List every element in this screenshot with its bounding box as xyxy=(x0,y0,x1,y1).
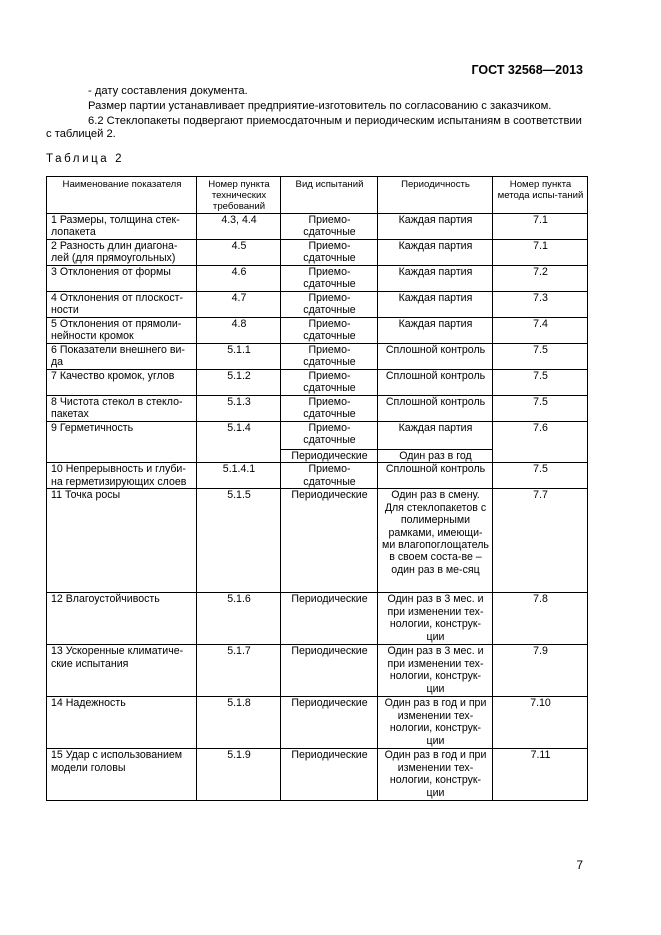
cell-test-type: Периодические xyxy=(281,697,378,749)
cell-periodicity: Один раз в год и при изменении тех-нологии, конструк-ции xyxy=(378,749,493,801)
page-number: 7 xyxy=(576,858,583,872)
table-row xyxy=(47,463,588,489)
cell-test-type: Приемо-сдаточные xyxy=(281,422,378,450)
cell-periodicity: Один раз в год и при изменении тех-нологии, конструк-ции xyxy=(378,697,493,749)
header-test-type: Вид испытаний xyxy=(281,177,378,214)
header-method: Номер пункта метода испы-таний xyxy=(493,177,588,214)
cell-clause: 5.1.9 xyxy=(197,749,281,801)
cell-periodicity: Каждая партия xyxy=(378,292,493,318)
cell-method: 7.10 xyxy=(493,697,588,749)
cell-periodicity: Каждая партия xyxy=(378,266,493,292)
cell-clause: 5.1.4 xyxy=(197,422,281,463)
cell-method: 7.11 xyxy=(493,749,588,801)
cell-test-type: Приемо-сдаточные xyxy=(281,240,378,266)
table-row xyxy=(47,422,588,450)
cell-method: 7.2 xyxy=(493,266,588,292)
cell-name: 3 Отклонения от формы xyxy=(47,266,197,292)
cell-name: 14 Надежность xyxy=(47,697,197,749)
cell-method: 7.9 xyxy=(493,645,588,697)
cell-clause: 4.5 xyxy=(197,240,281,266)
cell-name: 10 Непрерывность и глуби-на герметизирующих слоев xyxy=(47,463,197,489)
cell-test-type: Приемо-сдаточные xyxy=(281,463,378,489)
cell-method: 7.5 xyxy=(493,396,588,422)
cell-name: 11 Точка росы xyxy=(47,489,197,593)
cell-method: 7.1 xyxy=(493,240,588,266)
cell-method: 7.7 xyxy=(493,489,588,593)
cell-clause: 5.1.8 xyxy=(197,697,281,749)
table-header-row xyxy=(47,177,588,214)
cell-name: 6 Показатели внешнего ви-да xyxy=(47,344,197,370)
table-row xyxy=(47,593,588,645)
cell-method: 7.5 xyxy=(493,344,588,370)
cell-test-type: Приемо-сдаточные xyxy=(281,214,378,240)
cell-test-type: Периодические xyxy=(281,450,378,463)
cell-method: 7.3 xyxy=(493,292,588,318)
table-row xyxy=(47,645,588,697)
standard-number: ГОСТ 32568—2013 xyxy=(471,63,583,77)
table-row xyxy=(47,697,588,749)
cell-periodicity: Один раз в 3 мес. и при изменении тех-нологии, конструк-ции xyxy=(378,645,493,697)
header-periodicity: Периодичность xyxy=(378,177,493,214)
cell-test-type: Периодические xyxy=(281,749,378,801)
intro-line-1: - дату составления документа. xyxy=(88,85,248,97)
cell-clause: 5.1.7 xyxy=(197,645,281,697)
cell-clause: 4.6 xyxy=(197,266,281,292)
cell-name: 15 Удар с использованием модели головы xyxy=(47,749,197,801)
cell-method: 7.5 xyxy=(493,370,588,396)
cell-test-type: Периодические xyxy=(281,593,378,645)
cell-method: 7.8 xyxy=(493,593,588,645)
cell-clause: 4.3, 4.4 xyxy=(197,214,281,240)
cell-test-type: Приемо-сдаточные xyxy=(281,344,378,370)
cell-method: 7.6 xyxy=(493,422,588,463)
cell-name: 2 Разность длин диагона-лей (для прямоугольных) xyxy=(47,240,197,266)
cell-name: 7 Качество кромок, углов xyxy=(47,370,197,396)
cell-clause: 5.1.3 xyxy=(197,396,281,422)
table-caption: Таблица 2 xyxy=(46,153,125,165)
cell-test-type: Приемо-сдаточные xyxy=(281,396,378,422)
table-row xyxy=(47,318,588,344)
cell-periodicity: Каждая партия xyxy=(378,318,493,344)
cell-method: 7.1 xyxy=(493,214,588,240)
cell-periodicity: Сплошной контроль xyxy=(378,344,493,370)
cell-clause: 5.1.4.1 xyxy=(197,463,281,489)
cell-periodicity: Один раз в 3 мес. и при изменении тех-нологии, конструк-ции xyxy=(378,593,493,645)
table-row xyxy=(47,214,588,240)
table-row xyxy=(47,370,588,396)
table-row xyxy=(47,344,588,370)
table-row xyxy=(47,489,588,593)
cell-name: 8 Чистота стекол в стекло-пакетах xyxy=(47,396,197,422)
cell-method: 7.5 xyxy=(493,463,588,489)
cell-name: 4 Отклонения от плоскост-ности xyxy=(47,292,197,318)
cell-clause: 5.1.5 xyxy=(197,489,281,593)
cell-periodicity: Сплошной контроль xyxy=(378,370,493,396)
table-row xyxy=(47,266,588,292)
test-table xyxy=(46,176,588,801)
cell-name: 13 Ускоренные климатиче-ские испытания xyxy=(47,645,197,697)
intro-line-3: 6.2 Стеклопакеты подвергают приемосдаточным и периодическим испытаниям в соответствии с таблицей 2. xyxy=(46,115,582,141)
table-body xyxy=(47,214,588,801)
cell-clause: 4.8 xyxy=(197,318,281,344)
cell-periodicity: Сплошной контроль xyxy=(378,463,493,489)
header-clause: Номер пункта технических требований xyxy=(197,177,281,214)
cell-method: 7.4 xyxy=(493,318,588,344)
header-name: Наименование показателя xyxy=(47,177,197,214)
cell-test-type: Периодические xyxy=(281,489,378,593)
cell-name: 9 Герметичность xyxy=(47,422,197,463)
table-row xyxy=(47,292,588,318)
table-row xyxy=(47,240,588,266)
cell-test-type: Периодические xyxy=(281,645,378,697)
table-row xyxy=(47,396,588,422)
cell-test-type: Приемо-сдаточные xyxy=(281,292,378,318)
cell-periodicity: Один раз в год xyxy=(378,450,493,463)
cell-name: 12 Влагоустойчивость xyxy=(47,593,197,645)
cell-periodicity: Каждая партия xyxy=(378,214,493,240)
cell-test-type: Приемо-сдаточные xyxy=(281,318,378,344)
cell-periodicity: Сплошной контроль xyxy=(378,396,493,422)
cell-periodicity: Каждая партия xyxy=(378,240,493,266)
intro-line-2: Размер партии устанавливает предприятие-изготовитель по согласованию с заказчиком. xyxy=(88,100,552,112)
cell-periodicity: Один раз в смену. Для стеклопакетов с полимерными рамками, имеющи-ми влагопоглощатель в своем соста-ве – один раз в ме-сяц xyxy=(378,489,493,593)
cell-clause: 5.1.6 xyxy=(197,593,281,645)
cell-periodicity: Каждая партия xyxy=(378,422,493,450)
cell-clause: 5.1.1 xyxy=(197,344,281,370)
cell-clause: 4.7 xyxy=(197,292,281,318)
cell-clause: 5.1.2 xyxy=(197,370,281,396)
cell-name: 5 Отклонения от прямоли-нейности кромок xyxy=(47,318,197,344)
cell-test-type: Приемо-сдаточные xyxy=(281,266,378,292)
cell-test-type: Приемо-сдаточные xyxy=(281,370,378,396)
cell-name: 1 Размеры, толщина стек-лопакета xyxy=(47,214,197,240)
table-row xyxy=(47,749,588,801)
